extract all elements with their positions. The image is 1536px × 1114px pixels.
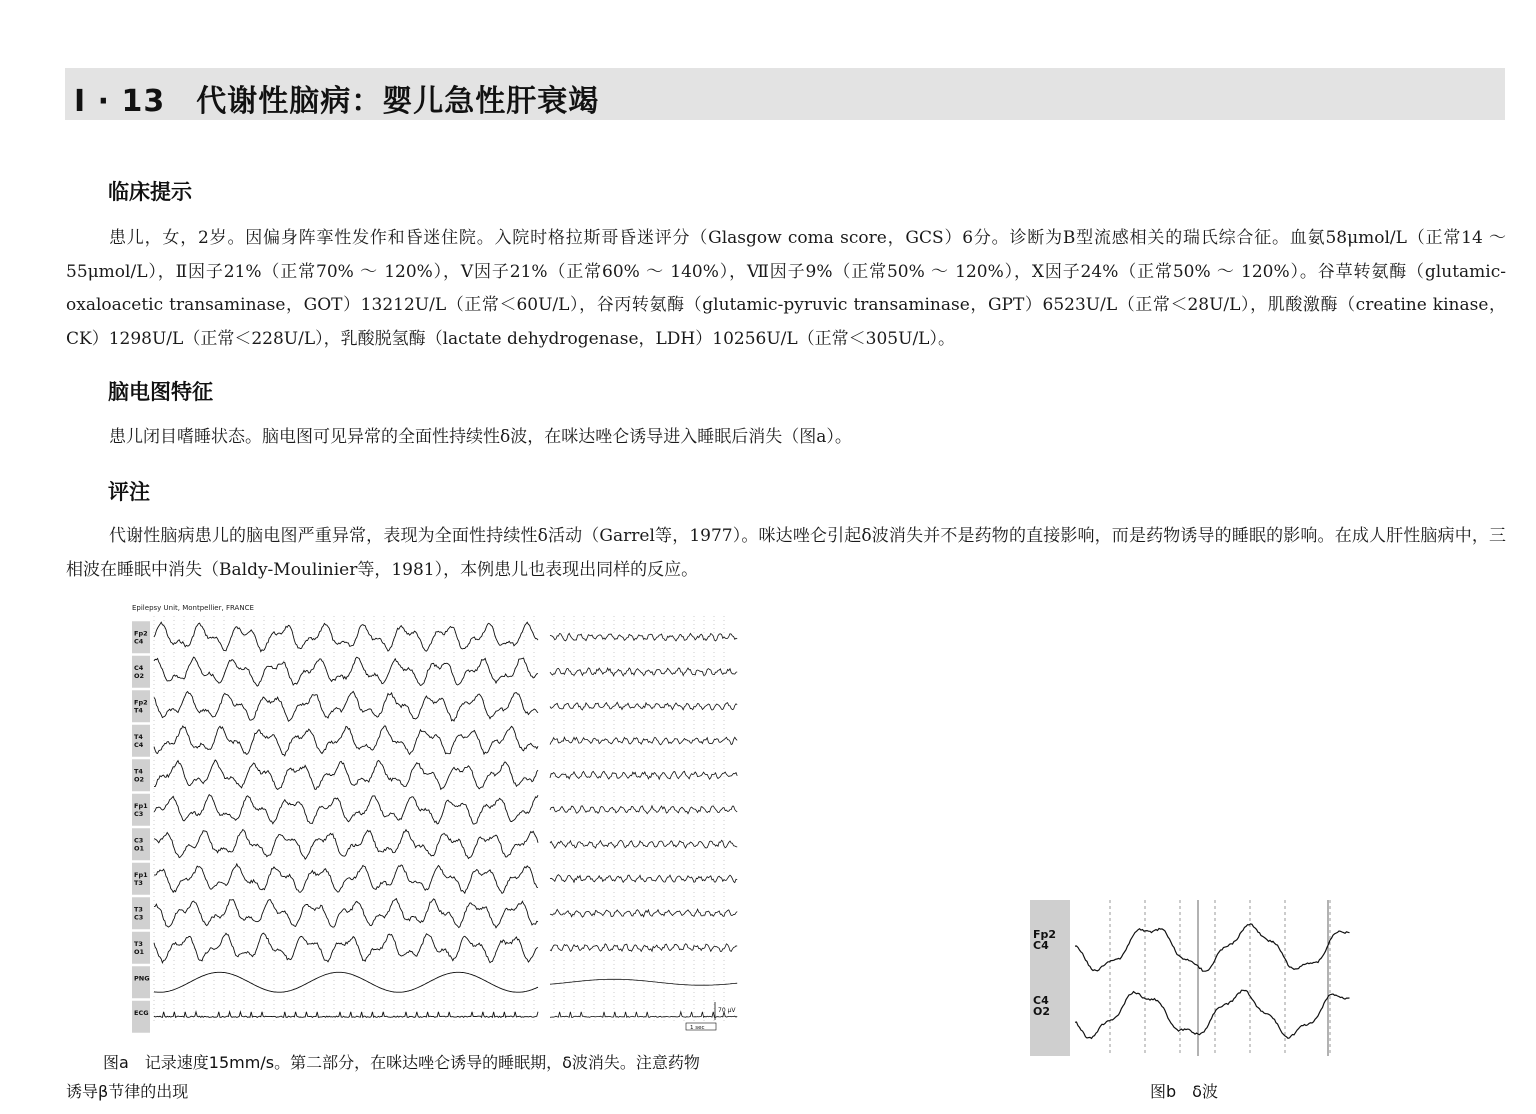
eeg-trace-sleep — [550, 633, 737, 641]
channel-label-top: Fp2 — [134, 698, 148, 707]
channel-label-top: PNG — [134, 974, 150, 983]
figure-b-channel-top: Fp2 — [1033, 928, 1057, 941]
eeg-trace-awake — [154, 622, 538, 652]
eeg-trace-sleep — [550, 909, 737, 917]
figure-b-channel-bottom: C4 — [1033, 939, 1049, 952]
channel-label-bottom: T3 — [134, 878, 143, 887]
figure-b-channel-top: C4 — [1033, 994, 1049, 1007]
page-title: Ⅰ · 13 代谢性脑病：婴儿急性肝衰竭 — [74, 84, 600, 119]
figure-b-delta-trace — [1075, 924, 1350, 971]
eeg-traces-a — [130, 602, 740, 1034]
clinical-heading: 临床提示 — [108, 180, 192, 204]
eeg-trace-awake — [154, 899, 538, 928]
channel-label-box — [132, 966, 150, 998]
figure-b-delta-trace — [1075, 990, 1350, 1038]
eeg-trace-awake — [154, 691, 538, 721]
channel-label-top: Fp1 — [134, 801, 148, 810]
eeg-trace-sleep — [550, 702, 737, 710]
eeg-trace-awake — [154, 933, 538, 963]
channel-label-top: ECG — [134, 1008, 149, 1017]
eeg-trace-awake — [154, 972, 538, 992]
eeg-traces-b — [1030, 900, 1352, 1056]
clinical-paragraph: 患儿，女，2岁。因偏身阵挛性发作和昏迷住院。入院时格拉斯哥昏迷评分（Glasgow coma score，GCS）6分。诊断为B型流感相关的瑞氏综合征。血氨58μmol/L（正常14 ～ 55μmol/L），Ⅱ因子21%（正常70% ～ 120%），Ⅴ因子21%（正常60% ～ 140%），Ⅶ因子9%（正常50% ～ 120%），Ⅹ因子24%（正常50% ～ 120%）。谷草转氨酶（glutamic-oxaloacetic transaminase，GOT）13212U/L（正常＜60U/L），谷丙转氨酶（glutamic-pyruvic transaminase，GPT）6523U/L（正常＜28U/L），肌酸激酶（creatine kinase，CK）1298U/L（正常＜228U/L），乳酸脱氢酶（lactate dehydrogenase，LDH）10256U/L（正常＜305U/L）。 — [66, 228, 1506, 349]
channel-label-bottom: C4 — [134, 637, 144, 646]
channel-label-box — [132, 1001, 150, 1033]
figure-b-caption: 图b δ波 — [1150, 1082, 1218, 1101]
channel-label-bottom: O2 — [134, 775, 145, 784]
figure-a-caption-line1: 图a 记录速度15mm/s。第二部分，在咪达唑仑诱导的睡眠期，δ波消失。注意药物 — [103, 1053, 700, 1072]
eeg-trace-sleep — [550, 668, 737, 676]
channel-label-bottom: T4 — [134, 706, 143, 715]
channel-label-top: T4 — [134, 732, 143, 741]
channel-label-bottom: O1 — [134, 947, 145, 956]
eeg-trace-awake — [154, 864, 538, 894]
comment-paragraph: 代谢性脑病患儿的脑电图严重异常，表现为全面性持续性δ活动（Garrel等，1977）。咪达唑仑引起δ波消失并不是药物的直接影响，而是药物诱导的睡眠的影响。在成人肝性脑病中，三相波在睡眠中消失（Baldy-Moulinier等，1981），本例患儿也表现出同样的反应。 — [66, 526, 1506, 580]
eeg-trace-awake — [154, 830, 538, 860]
comment-heading: 评注 — [108, 480, 150, 504]
channel-label-bottom: O2 — [134, 671, 145, 680]
eeg-trace-awake — [154, 760, 538, 789]
eeg-trace-sleep — [550, 1012, 737, 1018]
eeg-trace-sleep — [550, 875, 737, 883]
channel-label-top: T3 — [134, 905, 143, 914]
channel-label-bottom: C4 — [134, 740, 144, 749]
eeg-trace-awake — [154, 726, 538, 756]
eeg-trace-sleep — [550, 944, 737, 952]
eeg-trace-sleep — [550, 806, 737, 814]
channel-label-top: T4 — [134, 767, 143, 776]
channel-label-top: T3 — [134, 939, 143, 948]
figure-b-eeg — [1030, 900, 1352, 1056]
channel-label-bottom: O1 — [134, 844, 145, 853]
figure-a-eeg — [130, 602, 740, 1034]
scale-voltage-label: 70 μV — [718, 1007, 736, 1014]
eeg-trace-sleep — [550, 737, 737, 745]
eeg-trace-awake — [154, 1012, 538, 1018]
figure-a-source-label: Epilepsy Unit, Montpellier, FRANCE — [132, 604, 254, 612]
eeg-trace-awake — [154, 795, 538, 824]
figure-b-channel-bottom: O2 — [1033, 1005, 1051, 1018]
channel-label-bottom: C3 — [134, 913, 144, 922]
eeg-paragraph: 患儿闭目嗜睡状态。脑电图可见异常的全面性持续性δ波，在咪达唑仑诱导进入睡眠后消失（图a）。 — [109, 427, 852, 447]
eeg-trace-sleep — [550, 979, 737, 985]
figure-b-label-column — [1030, 900, 1070, 1056]
eeg-trace-awake — [154, 657, 538, 686]
figure-a-caption-line2: 诱导β节律的出现 — [66, 1082, 189, 1101]
scale-time-label: 1 sec — [690, 1025, 705, 1031]
eeg-trace-sleep — [550, 771, 737, 779]
eeg-heading: 脑电图特征 — [108, 380, 213, 404]
channel-label-bottom: C3 — [134, 809, 144, 818]
channel-label-top: C3 — [134, 836, 144, 845]
channel-label-top: Fp2 — [134, 629, 148, 638]
channel-label-top: C4 — [134, 663, 144, 672]
eeg-trace-sleep — [550, 840, 737, 848]
channel-label-top: Fp1 — [134, 870, 148, 879]
